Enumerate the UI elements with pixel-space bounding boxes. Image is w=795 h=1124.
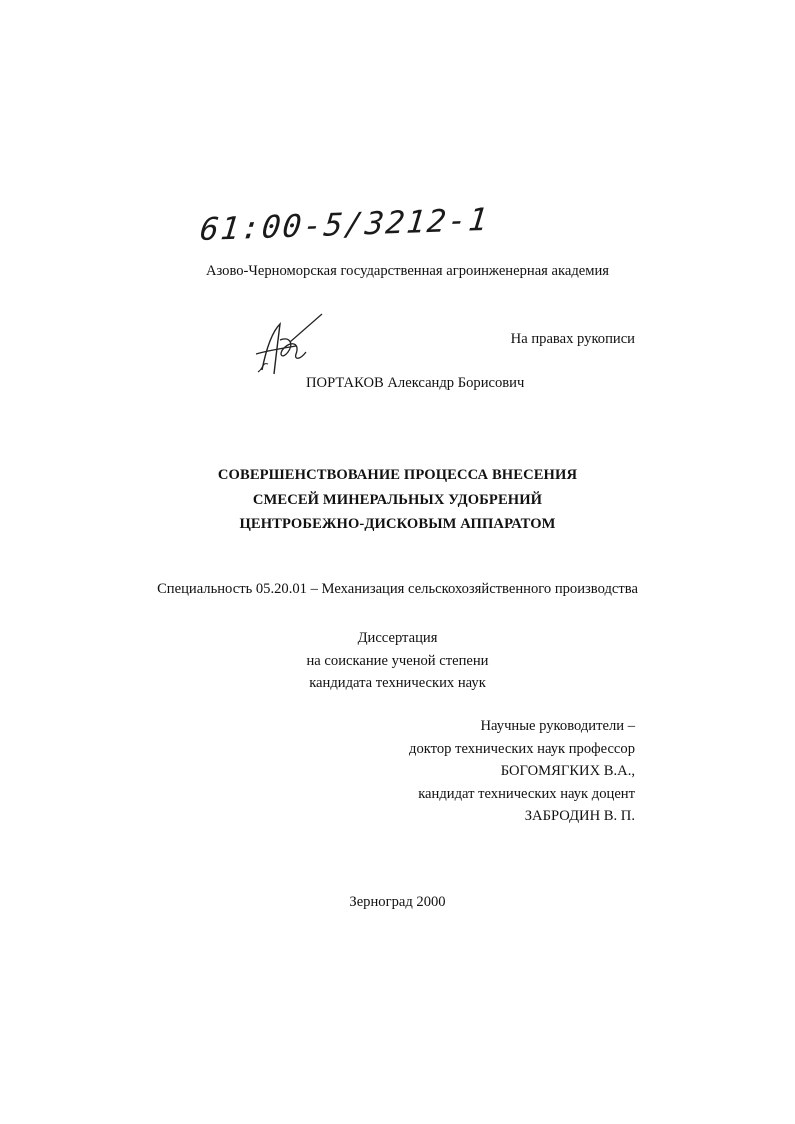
archive-number-handwritten: 61:00-5/3212-1	[198, 201, 492, 249]
dissertation-degree	[0, 627, 795, 695]
rights-note: На правах рукописи	[510, 331, 635, 347]
city-year: Зерноград 2000	[349, 894, 446, 910]
title-line-1: СОВЕРШЕНСТВОВАНИЕ ПРОЦЕССА ВНЕСЕНИЯ	[217, 467, 578, 483]
degree-line-2: на соискание ученой степени	[306, 652, 489, 669]
advisor-2-title: кандидат технических наук доцент	[418, 785, 635, 802]
title-line-3: ЦЕНТРОБЕЖНО-ДИСКОВЫМ АППАРАТОМ	[239, 516, 556, 532]
dissertation-title	[0, 463, 795, 537]
advisors-heading: Научные руководители –	[480, 718, 635, 734]
degree-line-3: кандидата технических наук	[309, 675, 486, 691]
advisor-2-name: ЗАБРОДИН В. П.	[524, 808, 635, 824]
advisor-1-title: доктор технических наук профессор	[409, 740, 635, 757]
specialty: Специальность 05.20.01 – Механизация сельскохозяйственного производства	[157, 581, 638, 597]
organization-name	[0, 262, 795, 280]
author-signature	[250, 310, 330, 382]
scientific-advisors	[409, 715, 635, 828]
advisor-1-name: БОГОМЯГКИХ В.А.,	[500, 763, 635, 779]
author-name: ПОРТАКОВ Александр Борисович	[306, 375, 525, 391]
organization-text: Азово-Черноморская государственная агроинженерная академия	[205, 263, 610, 279]
degree-line-1: Диссертация	[357, 630, 438, 646]
title-line-2: СМЕСЕЙ МИНЕРАЛЬНЫХ УДОБРЕНИЙ	[252, 491, 543, 508]
